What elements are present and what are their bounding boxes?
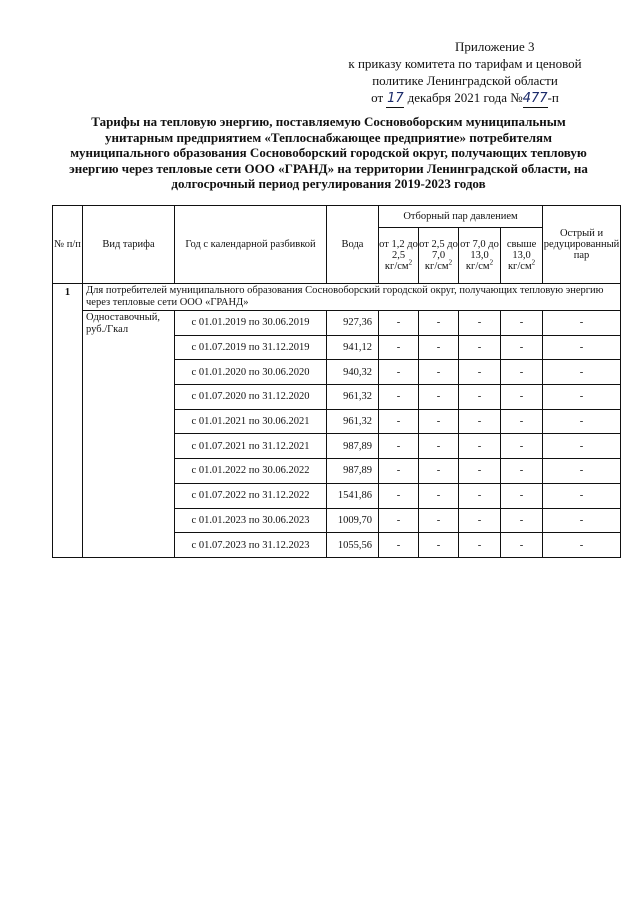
handwritten-number: 477 [522, 91, 548, 106]
empty-tariff-cell: - [543, 459, 621, 484]
empty-tariff-cell: - [459, 434, 501, 459]
empty-tariff-cell: - [419, 360, 459, 385]
row-number: 1 [53, 284, 83, 558]
empty-tariff-cell: - [419, 335, 459, 360]
empty-tariff-cell: - [419, 434, 459, 459]
empty-tariff-cell: - [459, 483, 501, 508]
water-tariff-cell: 941,12 [327, 335, 379, 360]
empty-tariff-cell: - [543, 508, 621, 533]
water-tariff-cell: 987,89 [327, 459, 379, 484]
empty-tariff-cell: - [459, 508, 501, 533]
water-tariff-cell: 961,32 [327, 385, 379, 410]
header-period: Год с календарной разбивкой [175, 206, 327, 284]
empty-tariff-cell: - [419, 459, 459, 484]
empty-tariff-cell: - [501, 508, 543, 533]
empty-tariff-cell: - [379, 335, 419, 360]
appendix-title: Приложение 3 [455, 39, 535, 54]
empty-tariff-cell: - [501, 311, 543, 336]
header-num: № п/п [53, 206, 83, 284]
document-title: Тарифы на тепловую энергию, поставляемую Сосновоборским муниципальным унитарным предприятием «Теплоснабжающее предприятие» потребителям муниципального образования Сосновоборский городской округ, получающих тепловую энергию через тепловые сети ООО «ГРАНД» на территории Ленинградской области, на долгосрочный период регулирования 2019-2023 годов [69, 114, 588, 191]
empty-tariff-cell: - [379, 409, 419, 434]
appendix-order-line: к приказу комитета по тарифам и ценовой [348, 56, 582, 71]
empty-tariff-cell: - [501, 459, 543, 484]
empty-tariff-cell: - [501, 533, 543, 558]
period-cell: с 01.07.2022 по 31.12.2022 [175, 483, 327, 508]
period-cell: с 01.01.2019 по 30.06.2019 [175, 311, 327, 336]
empty-tariff-cell: - [379, 533, 419, 558]
empty-tariff-cell: - [459, 409, 501, 434]
empty-tariff-cell: - [379, 483, 419, 508]
empty-tariff-cell: - [501, 409, 543, 434]
empty-tariff-cell: - [379, 508, 419, 533]
period-cell: с 01.07.2023 по 31.12.2023 [175, 533, 327, 558]
empty-tariff-cell: - [419, 533, 459, 558]
header-water: Вода [327, 206, 379, 284]
water-tariff-cell: 987,89 [327, 434, 379, 459]
water-tariff-cell: 1541,86 [327, 483, 379, 508]
water-tariff-cell: 1055,56 [327, 533, 379, 558]
appendix-block [340, 38, 590, 108]
empty-tariff-cell: - [459, 459, 501, 484]
water-tariff-cell: 961,32 [327, 409, 379, 434]
empty-tariff-cell: - [543, 360, 621, 385]
table-row [53, 311, 621, 336]
empty-tariff-cell: - [459, 385, 501, 410]
period-cell: с 01.01.2021 по 30.06.2021 [175, 409, 327, 434]
empty-tariff-cell: - [501, 360, 543, 385]
empty-tariff-cell: - [543, 409, 621, 434]
empty-tariff-cell: - [379, 385, 419, 410]
empty-tariff-cell: - [501, 385, 543, 410]
empty-tariff-cell: - [419, 483, 459, 508]
empty-tariff-cell: - [501, 335, 543, 360]
date-month-year: декабря 2021 года № [407, 90, 523, 105]
empty-tariff-cell: - [543, 311, 621, 336]
empty-tariff-cell: - [459, 335, 501, 360]
header-sharp-steam: Острый и редуцированный пар [543, 206, 621, 284]
empty-tariff-cell: - [459, 311, 501, 336]
header-steam-2: от 2,5 до 7,0 $кг/см^2$ [419, 228, 459, 284]
empty-tariff-cell: - [543, 483, 621, 508]
empty-tariff-cell: - [379, 311, 419, 336]
water-tariff-cell: 940,32 [327, 360, 379, 385]
empty-tariff-cell: - [379, 459, 419, 484]
empty-tariff-cell: - [459, 360, 501, 385]
empty-tariff-cell: - [501, 434, 543, 459]
order-suffix: -п [547, 90, 559, 105]
period-cell: с 01.01.2022 по 30.06.2022 [175, 459, 327, 484]
header-steam-4: свыше 13,0 $кг/см^2$ [501, 228, 543, 284]
header-steam-3: от 7,0 до 13,0 $кг/см^2$ [459, 228, 501, 284]
empty-tariff-cell: - [543, 335, 621, 360]
empty-tariff-cell: - [459, 533, 501, 558]
period-cell: с 01.01.2020 по 30.06.2020 [175, 360, 327, 385]
period-cell: с 01.07.2021 по 31.12.2021 [175, 434, 327, 459]
period-cell: с 01.07.2020 по 31.12.2020 [175, 385, 327, 410]
header-steam-group: Отборный пар давлением [379, 206, 543, 228]
period-cell: с 01.01.2023 по 30.06.2023 [175, 508, 327, 533]
water-tariff-cell: 927,36 [327, 311, 379, 336]
empty-tariff-cell: - [419, 385, 459, 410]
header-steam-1: от 1,2 до 2,5 $кг/см^2$ [379, 228, 419, 284]
consumer-group: Для потребителей муниципального образования Сосновоборский городской округ, получающих тепловую энергию через тепловые сети ООО «ГРАНД» [83, 284, 621, 311]
empty-tariff-cell: - [543, 533, 621, 558]
empty-tariff-cell: - [543, 385, 621, 410]
date-prefix: от [371, 90, 384, 105]
tariff-table [52, 205, 621, 558]
header-type: Вид тарифа [83, 206, 175, 284]
appendix-date-line [340, 89, 590, 108]
period-cell: с 01.07.2019 по 31.12.2019 [175, 335, 327, 360]
empty-tariff-cell: - [379, 360, 419, 385]
tariff-type: Одноставочный, руб./Гкал [83, 311, 175, 558]
handwritten-day: 17 [387, 91, 404, 106]
empty-tariff-cell: - [379, 434, 419, 459]
empty-tariff-cell: - [501, 483, 543, 508]
water-tariff-cell: 1009,70 [327, 508, 379, 533]
appendix-committee-line: политике Ленинградской области [372, 73, 558, 88]
empty-tariff-cell: - [543, 434, 621, 459]
empty-tariff-cell: - [419, 409, 459, 434]
empty-tariff-cell: - [419, 508, 459, 533]
empty-tariff-cell: - [419, 311, 459, 336]
